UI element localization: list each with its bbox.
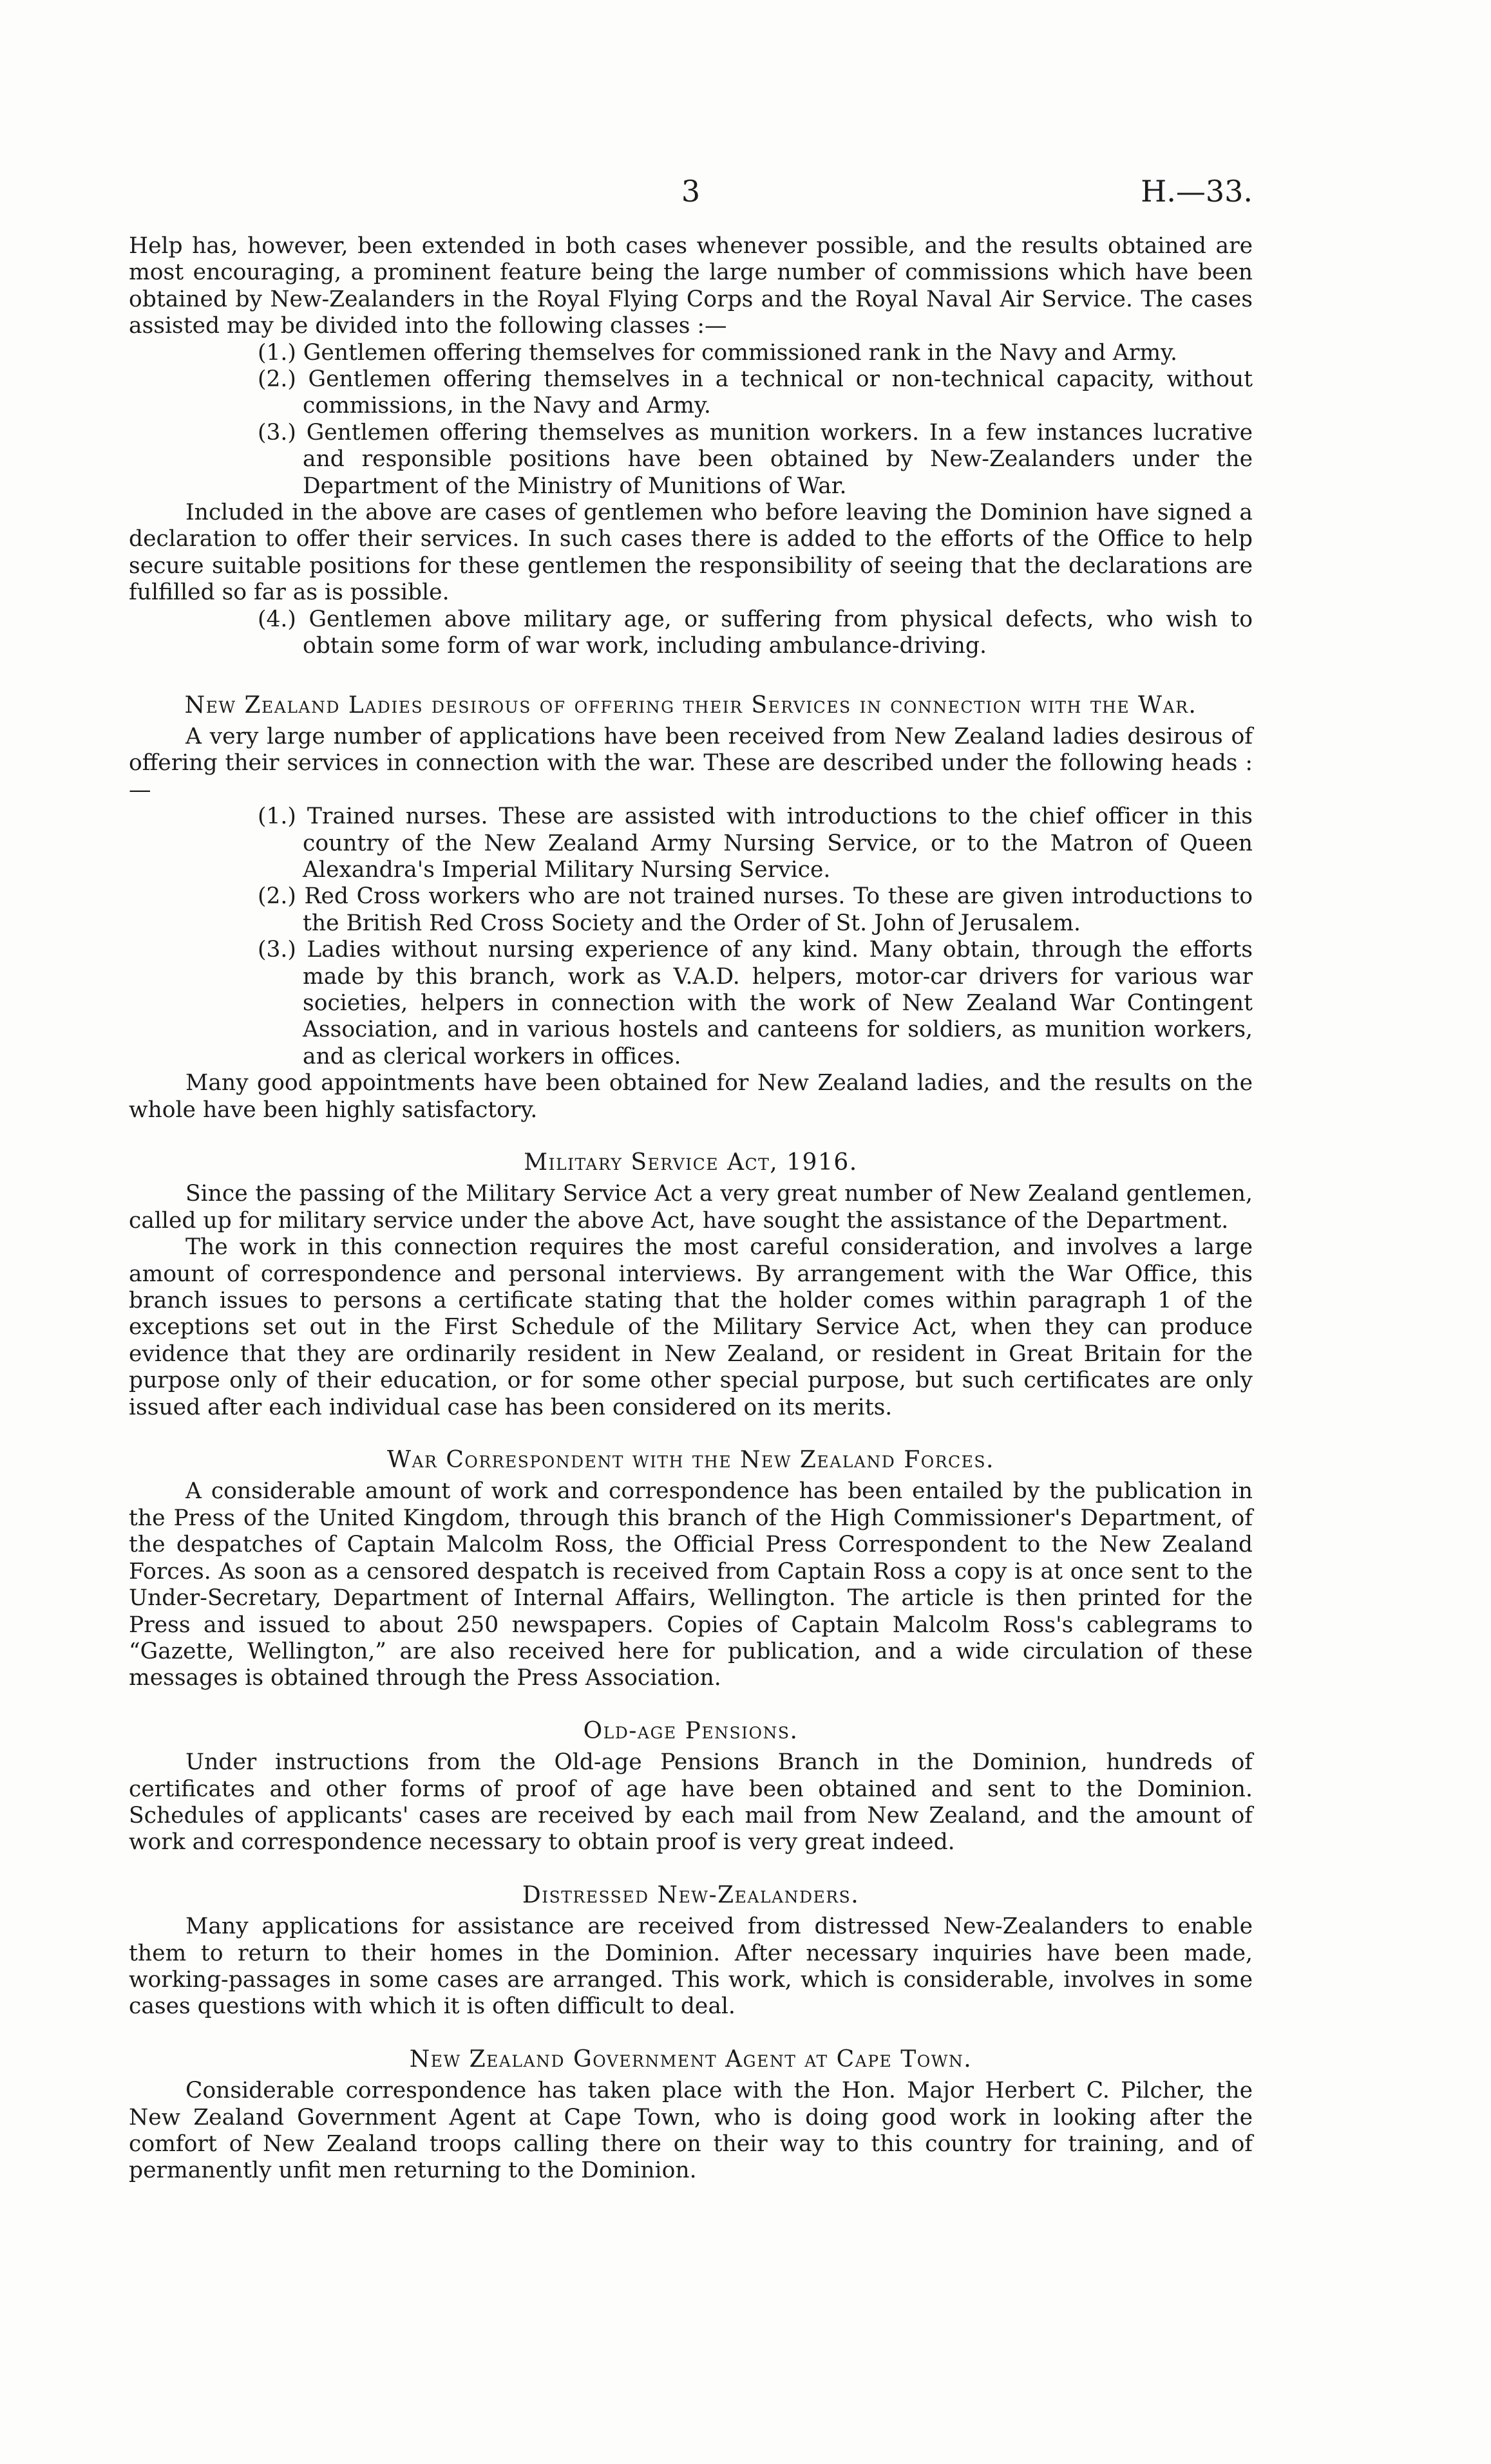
distressed-paragraph: Many applications for assistance are received from distressed New-Zealanders to enable them to return to their homes in the Dominion. After necessary inquiries have been made, working-passages in some cases are arranged. This work, which is considerable, involves in some cases questions with which it is often difficult to deal. — [129, 1914, 1253, 2020]
old-age-paragraph: Under instructions from the Old-age Pensions Branch in the Dominion, hundreds of certificates and other forms of proof of age have been obtained and sent to the Dominion. Schedules of applicants' cases are received by each mail from New Zealand, and the amount of work and correspondence necessary to obtain proof is very great indeed. — [129, 1749, 1253, 1856]
list-item: (2.) Gentlemen offering themselves in a technical or non-technical capacity, without commissions, in the Navy and Army. — [258, 366, 1253, 419]
section-heading-military-service: Military Service Act, 1916. — [524, 1149, 858, 1176]
section-heading-cape-town: New Zealand Government Agent at Cape Town. — [409, 2045, 973, 2073]
military-service-paragraph: Since the passing of the Military Service Act a very great number of New Zealand gentlemen, called up for military service under the above Act, have sought the assistance of the Department. — [129, 1181, 1253, 1234]
section-heading-distressed: Distressed New-Zealanders. — [522, 1881, 860, 1908]
list-item: (1.) Trained nurses. These are assisted with introductions to the chief officer in this country of the New Zealand Army Nursing Service, or to the Matron of Queen Alexandra's Imperial Military Nursing Service. — [258, 804, 1253, 883]
page-header — [129, 174, 1253, 212]
list-item: (4.) Gentlemen above military age, or suffering from physical defects, who wish to obtain some form of war work, including ambulance-driving. — [258, 606, 1253, 659]
section-heading-war-correspondent: War Correspondent with the New Zealand Forces. — [387, 1447, 994, 1474]
ladies-paragraph: A very large number of applications have been received from New Zealand ladies desirous of offering their services in connection with the war. These are described under the following heads :— — [129, 723, 1253, 803]
list-item: (2.) Red Cross workers who are not trained nurses. To these are given introductions to the British Red Cross Society and the Order of St. John of Jerusalem. — [258, 883, 1253, 936]
intro-paragraph: Help has, however, been extended in both cases whenever possible, and the results obtained are most encouraging, a prominent feature being the large number of commissions which have been obtained by New-Zealanders in the Royal Flying Corps and the Royal Naval Air Service. The cases assisted may be divided into the following classes :— — [129, 233, 1253, 339]
list-item: (3.) Ladies without nursing experience of any kind. Many obtain, through the efforts made by this branch, work as V.A.D. helpers, motor-car drivers for various war societies, helpers in connection with the work of New Zealand War Contingent Association, and in various hostels and canteens for soldiers, as munition workers, and as clerical workers in offices. — [258, 937, 1253, 1069]
military-service-paragraph: The work in this connection requires the most careful consideration, and involves a large amount of correspondence and personal interviews. By arrangement with the War Office, this branch issues to persons a certificate stating that the holder comes within paragraph 1 of the exceptions set out in the First Schedule of the Military Service Act, when they can produce evidence that they are ordinarily resident in New Zealand, or resident in Great Britain for the purpose only of their education, or for some other special purpose, but such certificates are only issued after each individual case has been considered on its merits. — [129, 1234, 1253, 1420]
section-heading-ladies: New Zealand Ladies desirous of offering their Services in connection with the War. — [184, 691, 1197, 719]
page-number: 3 — [681, 174, 701, 209]
section-heading-old-age-pensions: Old-age Pensions. — [583, 1717, 799, 1744]
list-item: (3.) Gentlemen offering themselves as munition workers. In a few instances lucrative and responsible positions have been obtained by New-Zealanders under the Department of the Ministry of Munitions of War. — [258, 419, 1253, 499]
list-item: (1.) Gentlemen offering themselves for commissioned rank in the Navy and Army. — [258, 339, 1177, 366]
intro-paragraph-declaration: Included in the above are cases of gentlemen who before leaving the Dominion have signed a declaration to offer their services. In such cases there is added to the efforts of the Office to help secure suitable positions for these gentlemen the responsibility of seeing that the declarations are fulfilled so far as is possible. — [129, 500, 1253, 606]
cape-town-paragraph: Considerable correspondence has taken place with the Hon. Major Herbert C. Pilcher, the New Zealand Government Agent at Cape Town, who is doing good work in looking after the comfort of New Zealand troops calling there on their way to this country for training, and of permanently unfit men returning to the Dominion. — [129, 2078, 1253, 2184]
document-body — [129, 233, 1253, 2185]
ladies-summary-paragraph: Many good appointments have been obtained for New Zealand ladies, and the results on the whole have been highly satisfactory. — [129, 1070, 1253, 1123]
document-code: H.—33. — [1141, 174, 1253, 209]
war-correspondent-paragraph: A considerable amount of work and correspondence has been entailed by the publication in the Press of the United Kingdom, through this branch of the High Commissioner's Department, of the despatches of Captain Malcolm Ross, the Official Press Correspondent to the New Zealand Forces. As soon as a censored despatch is received from Captain Ross a copy is at once sent to the Under-Secretary, Department of Internal Affairs, Wellington. The article is then printed for the Press and issued to about 250 newspapers. Copies of Captain Malcolm Ross's cablegrams to “Gazette, Wellington,” are also received here for publication, and a wide circulation of these messages is obtained through the Press Association. — [129, 1478, 1253, 1691]
